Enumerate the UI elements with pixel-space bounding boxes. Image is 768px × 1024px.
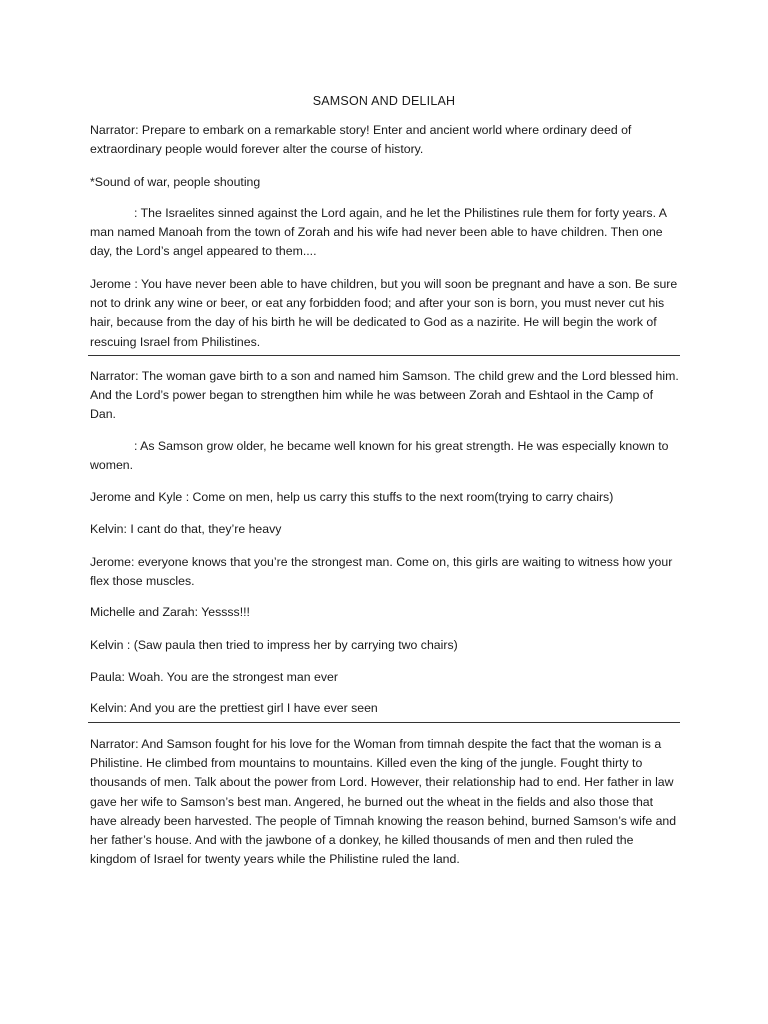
- paragraph-narrator-birth: Narrator: The woman gave birth to a son and named him Samson. The child grew and the Lord blessed him. And the Lord’s power began to strengthen him while he was between Zorah and Eshtaol in the Camp of Dan.: [90, 369, 679, 422]
- section-divider: [88, 722, 680, 723]
- paragraph-jerome-strongest: Jerome: everyone knows that you’re the strongest man. Come on, this girls are waiting to witness how your flex those muscles.: [90, 555, 673, 589]
- paragraph-samson-strength: : As Samson grow older, he became well known for his great strength. He was especially known to women.: [90, 439, 669, 473]
- paragraph-sound-effect: *Sound of war, people shouting: [90, 175, 261, 189]
- paragraph-paula: Paula: Woah. You are the strongest man ever: [90, 670, 338, 684]
- paragraph-narrator-intro: Narrator: Prepare to embark on a remarkable story! Enter and ancient world where ordinary deed of extraordinary people would forever alter the course of history.: [90, 123, 632, 157]
- paragraph-narrator-timnah: Narrator: And Samson fought for his love for the Woman from timnah despite the fact that the woman is a Philistine. He climbed from mountains to mountains. Killed even the king of the jungle. Fought thirty to thousands of men. Talk about the power from Lord. However, their relationship had to end. Her father in law gave her wife to Samson’s best man. Angered, he burned out the wheat in the fields and also those that have already been harvested. The people of Timnah knowing the reason behind, burned Samson’s wife and her father’s house. And with the jawbone of a donkey, he killed thousands of men and then ruled the kingdom of Israel for twenty years while the Philistine ruled the land.: [90, 737, 677, 867]
- paragraph-jerome-kyle: Jerome and Kyle : Come on men, help us carry this stuffs to the next room(trying to carry chairs): [90, 490, 614, 504]
- page-title: SAMSON AND DELILAH: [312, 94, 456, 108]
- paragraph-kelvin-prettiest: Kelvin: And you are the prettiest girl I have ever seen: [90, 701, 378, 715]
- paragraph-jerome-angel: Jerome : You have never been able to have children, but you will soon be pregnant and have a son. Be sure not to drink any wine or beer, or eat any forbidden food; and after your son is born, you must never cut his hair, because from the day of his birth he will be dedicated to God as a nazirite. He will begin the work of rescuing Israel from Philistines.: [90, 277, 678, 349]
- paragraph-kelvin-paula: Kelvin : (Saw paula then tried to impress her by carrying two chairs): [90, 638, 458, 652]
- paragraph-michelle-zarah: Michelle and Zarah: Yessss!!!: [90, 605, 250, 619]
- paragraph-kelvin-heavy: Kelvin: I cant do that, they’re heavy: [90, 522, 282, 536]
- section-divider: [88, 355, 680, 356]
- paragraph-israelites: : The Israelites sinned against the Lord again, and he let the Philistines rule them for forty years. A man named Manoah from the town of Zorah and his wife had never been able to have children. Then one day, the Lord’s angel appeared to them....: [90, 206, 667, 259]
